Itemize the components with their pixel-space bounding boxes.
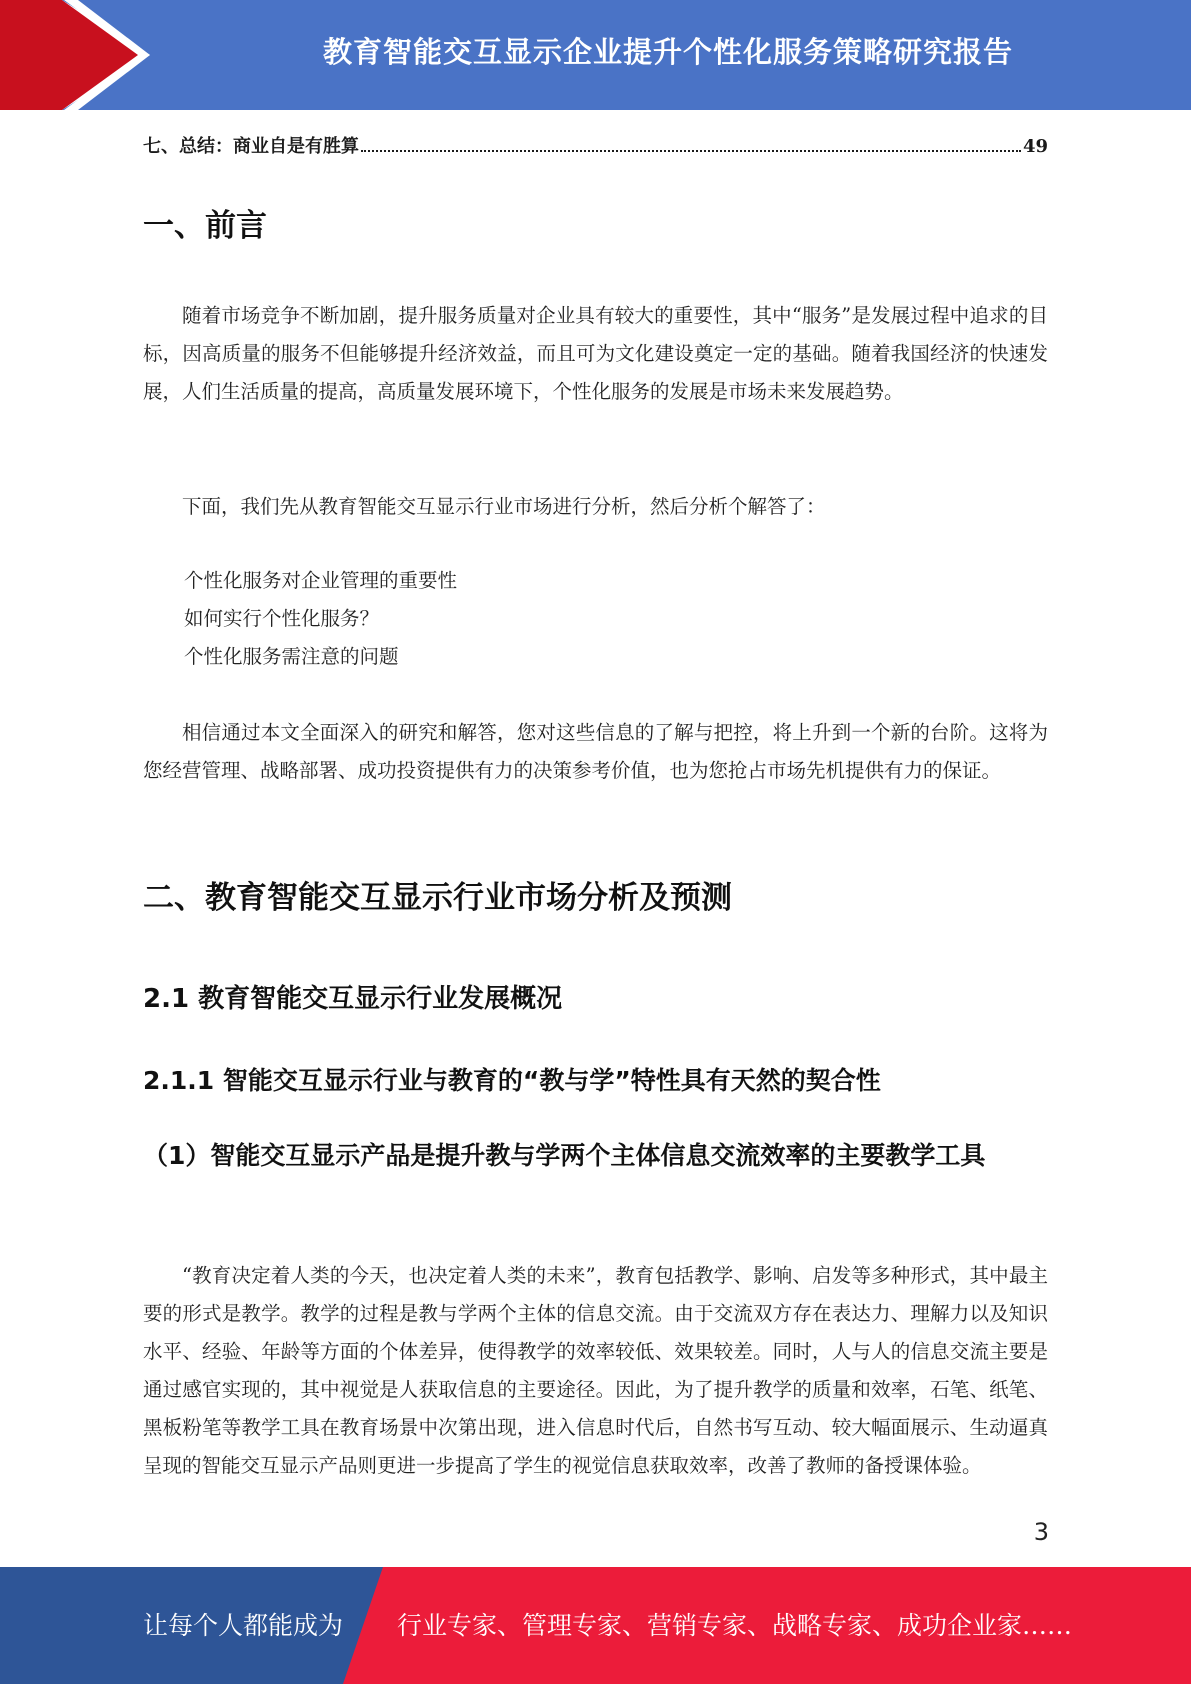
section-heading-market-analysis: 二、教育智能交互显示行业市场分析及预测 — [143, 880, 732, 916]
subsection-heading-point-1: （1）智能交互显示产品是提升教与学两个主体信息交流效率的主要教学工具 — [143, 1141, 986, 1170]
footer-slogan-right: 行业专家、管理专家、营销专家、战略专家、成功企业家…… — [397, 1611, 1073, 1640]
report-title: 教育智能交互显示企业提升个性化服务策略研究报告 — [322, 35, 1013, 69]
preface-paragraph-3: 相信通过本文全面深入的研究和解答，您对这些信息的了解与把控，将上升到一个新的台阶。这将为您经营管理、战略部署、成功投资提供有力的决策参考价值，也为您抢占市场先机提供有力的保证。 — [143, 721, 1048, 782]
toc-leader-dots — [361, 149, 1021, 152]
page-header — [0, 0, 1191, 110]
header-chevron-icon — [0, 0, 160, 110]
subsection-heading-2-1-1: 2.1.1 智能交互显示行业与教育的“教与学”特性具有天然的契合性 — [143, 1066, 881, 1095]
toc-entry-page: 49 — [1022, 136, 1048, 157]
list-item: 如何实行个性化服务？ — [184, 607, 380, 630]
toc-entry[interactable] — [143, 132, 1048, 158]
list-item: 个性化服务对企业管理的重要性 — [184, 569, 458, 592]
section-heading-preface: 一、前言 — [143, 208, 267, 244]
subsection-heading-2-1: 2.1 教育智能交互显示行业发展概况 — [143, 984, 563, 1014]
footer-slogan-left: 让每个人都能成为 — [143, 1611, 344, 1640]
toc-entry-label: 七、总结：商业自是有胜算 — [143, 136, 359, 157]
question-list — [184, 562, 457, 676]
preface-paragraph-1: 随着市场竞争不断加剧，提升服务质量对企业具有较大的重要性，其中“服务”是发展过程中追求的目标，因高质量的服务不但能够提升经济效益，而且可为文化建设奠定一定的基础。随着我国经济的快速发展，人们生活质量的提高，高质量发展环境下，个性化服务的发展是市场未来发展趋势。 — [143, 304, 1048, 403]
market-paragraph-1: “教育决定着人类的今天，也决定着人类的未来”，教育包括教学、影响、启发等多种形式，其中最主要的形式是教学。教学的过程是教与学两个主体的信息交流。由于交流双方存在表达力、理解力以及知识水平、经验、年龄等方面的个体差异，使得教学的效率较低、效果较差。同时，人与人的信息交流主要是通过感官实现的，其中视觉是人获取信息的主要途径。因此，为了提升教学的质量和效率，石笔、纸笔、黑板粉笔等教学工具在教育场景中次第出现，进入信息时代后，自然书写互动、较大幅面展示、生动逼真呈现的智能交互显示产品则更进一步提高了学生的视觉信息获取效率，改善了教师的备授课体验。 — [143, 1264, 1048, 1477]
page-footer — [0, 1567, 1191, 1684]
preface-paragraph-2: 下面，我们先从教育智能交互显示行业市场进行分析，然后分析个解答了： — [182, 495, 826, 518]
list-item: 个性化服务需注意的问题 — [184, 645, 399, 668]
page-number: 3 — [1033, 1518, 1049, 1546]
